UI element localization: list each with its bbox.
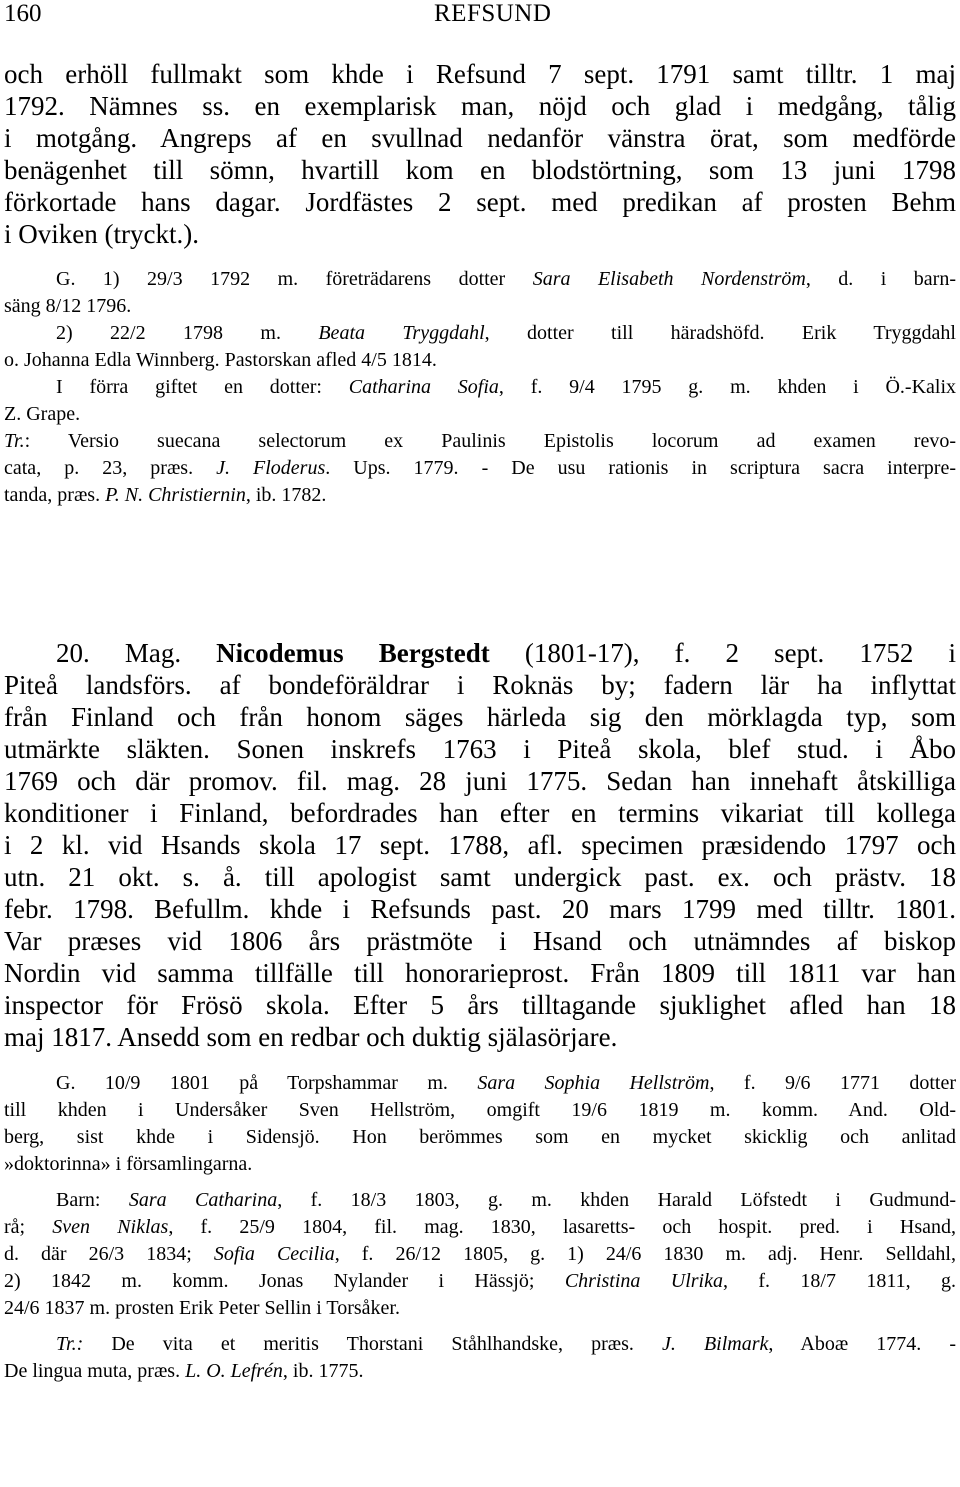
upper-note-line [56,319,956,347]
entry-note-line [56,1330,956,1358]
text-run: och erhöll fullmakt som khde i Refsund 7 sept. 1791 samt tilltr. 1 maj [4,59,956,89]
entry-paragraph-line [4,924,956,958]
entry-paragraph-line [4,860,956,894]
entry-note-line [56,1069,956,1097]
text-run: Var præses vid 1806 års prästmöte i Hsand och utnämndes af biskop [4,926,956,956]
italic-text: Tr. [4,430,25,452]
text-run: , dotter till häradshöfd. Erik Tryggdahl [484,322,956,344]
text-run: Z. Grape. [4,403,81,425]
italic-text: Tr.: [56,1333,84,1355]
text-run: , f. 9/4 1795 g. m. khden i Ö.-Kalix [498,376,956,398]
italic-text: P. N. Christiernin [105,484,246,506]
upper-paragraph-line [4,153,956,187]
text-run: berg, sist khde i Sidensjö. Hon berömmes som en mycket skicklig och anlitad [4,1126,956,1148]
upper-note-line [4,427,956,455]
text-run: från Finland och från honom säges härleda sig den mörklagda typ, som [4,702,956,732]
text-run: cata, p. 23, præs. [4,457,217,479]
text-run: Nordin vid samma tillfälle till honorarieprost. Från 1809 till 1811 var han [4,958,956,988]
italic-text: L. O. Lefrén [185,1360,283,1382]
text-run: , f. 18/3 1803, g. m. khden Harald Löfstedt i Gudmund- [277,1189,956,1211]
text-run: 24/6 1837 m. prosten Erik Peter Sellin i Torsåker. [4,1297,400,1319]
text-run: rå; [4,1216,53,1238]
upper-paragraph-line [4,185,956,219]
text-run: (1801-17), f. 2 sept. 1752 i [489,638,956,668]
text-run: G. 10/9 1801 på Torpshammar m. [56,1072,478,1094]
text-run: I förra giftet en dotter: [56,376,349,398]
text-run: Barn: [56,1189,129,1211]
italic-text: Sara Catharina [128,1189,278,1211]
text-run: : Versio suecana selectorum ex Paulinis Epistolis locorum ad examen revo- [24,430,956,452]
upper-paragraph-line [4,57,956,91]
text-run: utn. 21 okt. s. å. till apologist samt undergick past. ex. och prästv. 18 [4,862,956,892]
upper-paragraph-line [4,121,956,155]
text-run: G. 1) 29/3 1792 m. företrädarens dotter [56,268,533,290]
entry-paragraph-line [4,764,956,798]
text-run: utmärkte släkten. Sonen inskrefs 1763 i Piteå skola, blef stud. i Åbo [4,734,956,764]
text-run: , ib. 1775. [282,1360,364,1382]
running-title: REFSUND [434,0,552,27]
text-run: d. där 26/3 1834; [4,1243,214,1265]
entry-paragraph-line [4,1020,956,1054]
italic-text: Beata Tryggdahl [318,322,485,344]
text-run: i 2 kl. vid Hsands skola 17 sept. 1788, afl. specimen præsidendo 1797 och [4,830,956,860]
italic-text: Sara Elisabeth Nordenström [532,268,806,290]
text-run: säng 8/12 1796. [4,295,132,317]
upper-note-line [4,346,956,374]
entry-note-line [4,1357,956,1385]
text-run: febr. 1798. Befullm. khde i Refsunds past. 20 mars 1799 med tilltr. 1801. [4,894,956,924]
upper-note-line [4,454,956,482]
text-run: 2) 22/2 1798 m. [56,322,319,344]
text-run: . Ups. 1779. - De usu rationis in scriptura sacra interpre- [325,457,957,479]
text-run: , f. 18/7 1811, g. [723,1270,957,1292]
entry-paragraph-line [4,956,956,990]
italic-text: J. Bilmark [661,1333,769,1355]
text-run: 20. Mag. [56,638,217,668]
entry-paragraph-line [4,892,956,926]
text-run: 1769 och där promov. fil. mag. 28 juni 1775. Sedan han innehaft åtskilliga [4,766,956,796]
entry-note-line [4,1240,956,1268]
entry-paragraph-line [4,668,956,702]
italic-text: J. Floderus [216,457,326,479]
entry-paragraph-line [4,700,956,734]
upper-paragraph-line [4,217,956,251]
text-run: 1792. Nämnes ss. en exemplarisk man, nöjd och glad i medgång, tålig [4,91,956,121]
italic-text: Sven Niklas [52,1216,169,1238]
page-header [4,0,956,30]
entry-note-line [4,1267,956,1295]
entry-paragraph-line [4,828,956,862]
entry-paragraph-line [4,732,956,766]
text-run: 2) 1842 m. komm. Jonas Nylander i Hässjö; [4,1270,565,1292]
text-run: De lingua muta, præs. [4,1360,186,1382]
text-run: , f. 26/12 1805, g. 1) 24/6 1830 m. adj. Henr. Selldahl, [334,1243,956,1265]
text-run: o. Johanna Edla Winnberg. Pastorskan afled 4/5 1814. [4,349,437,371]
text-run: till khden i Undersåker Sven Hellström, omgift 19/6 1819 m. komm. And. Old- [4,1099,956,1121]
upper-note-line [56,265,956,293]
upper-note-line [56,373,956,401]
italic-text: Christina Ulrika [564,1270,723,1292]
text-run: Piteå landsförs. af bondeföräldrar i Roknäs by; fadern lär ha inflyttat [4,670,956,700]
text-run: , f. 9/6 1771 dotter [709,1072,957,1094]
text-run: , ib. 1782. [245,484,327,506]
text-run: , f. 25/9 1804, fil. mag. 1830, lasaretts- och hospit. pred. i Hsand, [168,1216,956,1238]
text-run: maj 1817. Ansedd som en redbar och duktig själasörjare. [4,1022,618,1052]
italic-text: Catharina Sofia [348,376,499,398]
bold-name: Nicodemus Bergstedt [216,638,490,668]
entry-note-line [4,1123,956,1151]
upper-note-line [4,400,956,428]
upper-paragraph-line [4,89,956,123]
entry-note-line [4,1150,956,1178]
entry-note-line [4,1096,956,1124]
text-run: i Oviken (tryckt.). [4,219,199,249]
text-run: , d. i barn- [805,268,956,290]
italic-text: Sara Sophia Hellström [477,1072,710,1094]
entry-paragraph-line [4,796,956,830]
text-run: »doktorinna» i församlingarna. [4,1153,253,1175]
entry-note-line [4,1294,956,1322]
text-run: De vita et meritis Thorstani Ståhlhandske, præs. [83,1333,662,1355]
page-number: 160 [4,0,42,27]
text-run: , Aboæ 1774. - [768,1333,956,1355]
text-run: benägenhet till sömn, hvartill kom en blodstörtning, som 13 juni 1798 [4,155,956,185]
upper-note-line [4,292,956,320]
italic-text: Sofia Cecilia [213,1243,335,1265]
entry-note-line [4,1213,956,1241]
text-run: tanda, præs. [4,484,106,506]
upper-note-line [4,481,956,509]
entry-paragraph-line [4,988,956,1022]
entry-paragraph-line [56,636,956,670]
text-run: konditioner i Finland, befordrades han efter en termins vikariat till kollega [4,798,956,828]
text-run: förkortade hans dagar. Jordfästes 2 sept. med predikan af prosten Behm [4,187,956,217]
text-run: inspector för Frösö skola. Efter 5 års tilltagande sjuklighet afled han 18 [4,990,956,1020]
entry-note-line [56,1186,956,1214]
text-run: i motgång. Angreps af en svullnad nedanför vänstra örat, som medförde [4,123,956,153]
